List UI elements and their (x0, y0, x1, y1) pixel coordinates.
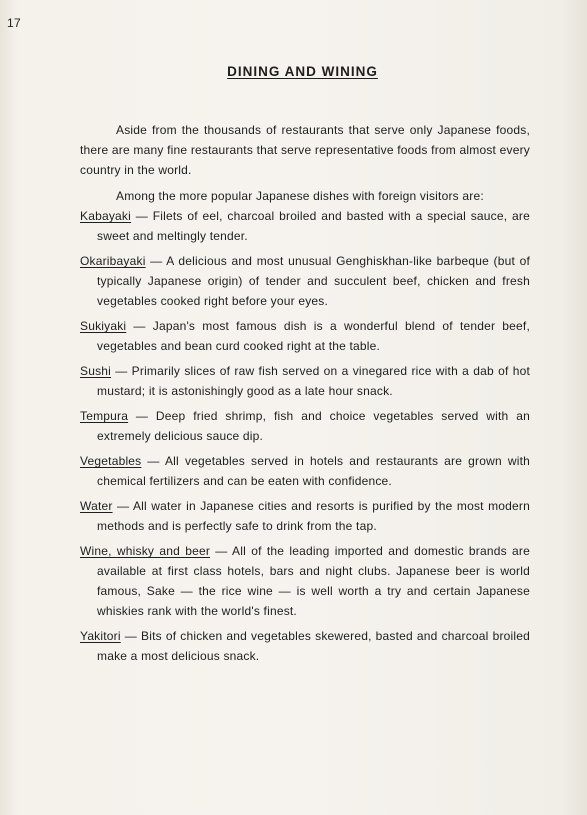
entry-term: Kabayaki (80, 209, 131, 223)
entry-vegetables (80, 451, 530, 491)
entry-kabayaki (80, 206, 530, 246)
entry-sukiyaki (80, 316, 530, 356)
entry-term: Water (80, 499, 113, 513)
entry-term: Vegetables (80, 454, 142, 468)
entry-term: Sushi (80, 364, 112, 378)
page-title (0, 64, 587, 79)
entry-text: — Filets of eel, charcoal broiled and basted with a special sauce, are sweet and meltingly tender. (97, 209, 530, 243)
entry-wine-whisky-beer (80, 541, 530, 621)
entry-term: Okaribayaki (80, 254, 146, 268)
entry-yakitori (80, 626, 530, 666)
entry-text: — Bits of chicken and vegetables skewered, basted and charcoal broiled make a most delicious snack. (97, 629, 530, 663)
entry-text: — All vegetables served in hotels and restaurants are grown with chemical fertilizers and can be eaten with confidence. (97, 454, 530, 488)
entry-term: Tempura (80, 409, 129, 423)
entry-term: Sukiyaki (80, 319, 127, 333)
entry-text: — Deep fried shrimp, fish and choice vegetables served with an extremely delicious sauce dip. (97, 409, 530, 443)
article-body (80, 120, 530, 666)
entry-text: — Primarily slices of raw fish served on a vinegared rice with a dab of hot mustard; it is astonishingly good as a late hour snack. (97, 364, 530, 398)
entry-sushi (80, 361, 530, 401)
page-number: 17 (7, 16, 21, 30)
entry-tempura (80, 406, 530, 446)
entry-text: — Japan's most famous dish is a wonderful blend of tender beef, vegetables and bean curd cooked right at the table. (97, 319, 530, 353)
entry-text: — A delicious and most unusual Genghiskhan-like barbeque (but of typically Japanese origin) of tender and succulent beef, chicken and fresh vegetables cooked right before your eyes. (97, 254, 530, 308)
entry-text: — All of the leading imported and domestic brands are available at first class hotels, bars and night clubs. Japanese beer is world famous, Sake — the rice wine — is well worth a try and certain Japanese whiskies rank with the world's finest. (97, 544, 531, 618)
entry-text: — All water in Japanese cities and resorts is purified by the most modern methods and is perfectly safe to drink from the tap. (97, 499, 530, 533)
entry-water (80, 496, 530, 536)
page-title-text: DINING AND WINING (227, 64, 378, 79)
intro-paragraph: Aside from the thousands of restaurants that serve only Japanese foods, there are many fine restaurants that serve representative foods from almost every country in the world. (80, 123, 530, 177)
entry-term: Wine, whisky and beer (80, 544, 211, 558)
entry-okaribayaki (80, 251, 530, 311)
entry-term: Yakitori (80, 629, 121, 643)
dishes-intro-paragraph: Among the more popular Japanese dishes with foreign visitors are: (116, 189, 484, 203)
